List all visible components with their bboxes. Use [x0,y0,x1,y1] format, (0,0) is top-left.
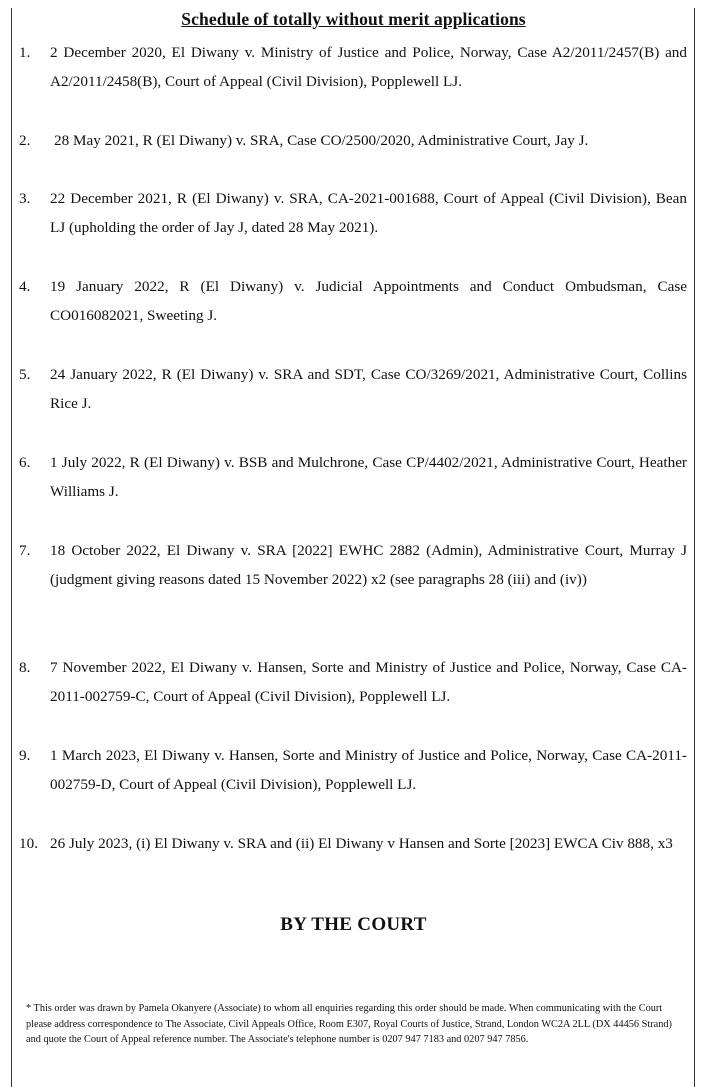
item-number: 8. [19,659,31,676]
item-number: 2. [19,132,31,149]
footnote: * This order was drawn by Pamela Okanyere (Associate) to whom all enquiries regarding this order should be made. When communicating with the Court please address correspondence to The Associate, Civil Appeals Office, Room E307, Royal Courts of Justice, Strand, London WC2A 2LL (DX 44456 Strand) and quote the Court of Appeal reference number. The Associate's telephone number is 0207 947 7183 and 0207 947 7856. [26,1003,672,1045]
item-text: 19 January 2022, R (El Diwany) v. Judicial Appointments and Conduct Ombudsman, Case CO016082021, Sweeting J. [50,278,687,324]
item-text: 1 March 2023, El Diwany v. Hansen, Sorte and Ministry of Justice and Police, Norway, Case CA-2011-002759-D, Court of Appeal (Civil Division), Popplewell LJ. [50,747,687,793]
item-text: 24 January 2022, R (El Diwany) v. SRA and SDT, Case CO/3269/2021, Administrative Court, Collins Rice J. [50,366,687,412]
item-text: 26 July 2023, (i) El Diwany v. SRA and (ii) El Diwany v Hansen and Sorte [2023] EWCA Civ 888, x3 [50,835,673,852]
item-text: 2 December 2020, El Diwany v. Ministry of Justice and Police, Norway, Case A2/2011/2457(B) and A2/2011/2458(B), Court of Appeal (Civil Division), Popplewell LJ. [50,44,687,90]
item-text: 1 July 2022, R (El Diwany) v. BSB and Mulchrone, Case CP/4402/2021, Administrative Court, Heather Williams J. [50,454,687,500]
item-number: 3. [19,190,31,207]
item-text: 18 October 2022, El Diwany v. SRA [2022] EWHC 2882 (Admin), Administrative Court, Murray J (judgment giving reasons dated 15 November 2022) x2 (see paragraphs 28 (iii) and (iv)) [50,542,687,588]
item-number: 1. [19,44,31,61]
item-number: 5. [19,366,31,383]
item-number: 7. [19,542,31,559]
item-text: 7 November 2022, El Diwany v. Hansen, Sorte and Ministry of Justice and Police, Norway, Case CA-2011-002759-C, Court of Appeal (Civil Division), Popplewell LJ. [50,659,687,705]
item-text: 22 December 2021, R (El Diwany) v. SRA, CA-2021-001688, Court of Appeal (Civil Division), Bean LJ (upholding the order of Jay J, dated 28 May 2021). [50,190,687,236]
document-title: Schedule of totally without merit applications [181,9,526,29]
item-number: 10. [19,835,38,852]
item-number: 6. [19,454,31,471]
item-number: 9. [19,747,31,764]
item-text: 28 May 2021, R (El Diwany) v. SRA, Case CO/2500/2020, Administrative Court, Jay J. [54,132,589,149]
closing-by-the-court: BY THE COURT [280,914,427,935]
item-number: 4. [19,278,31,295]
